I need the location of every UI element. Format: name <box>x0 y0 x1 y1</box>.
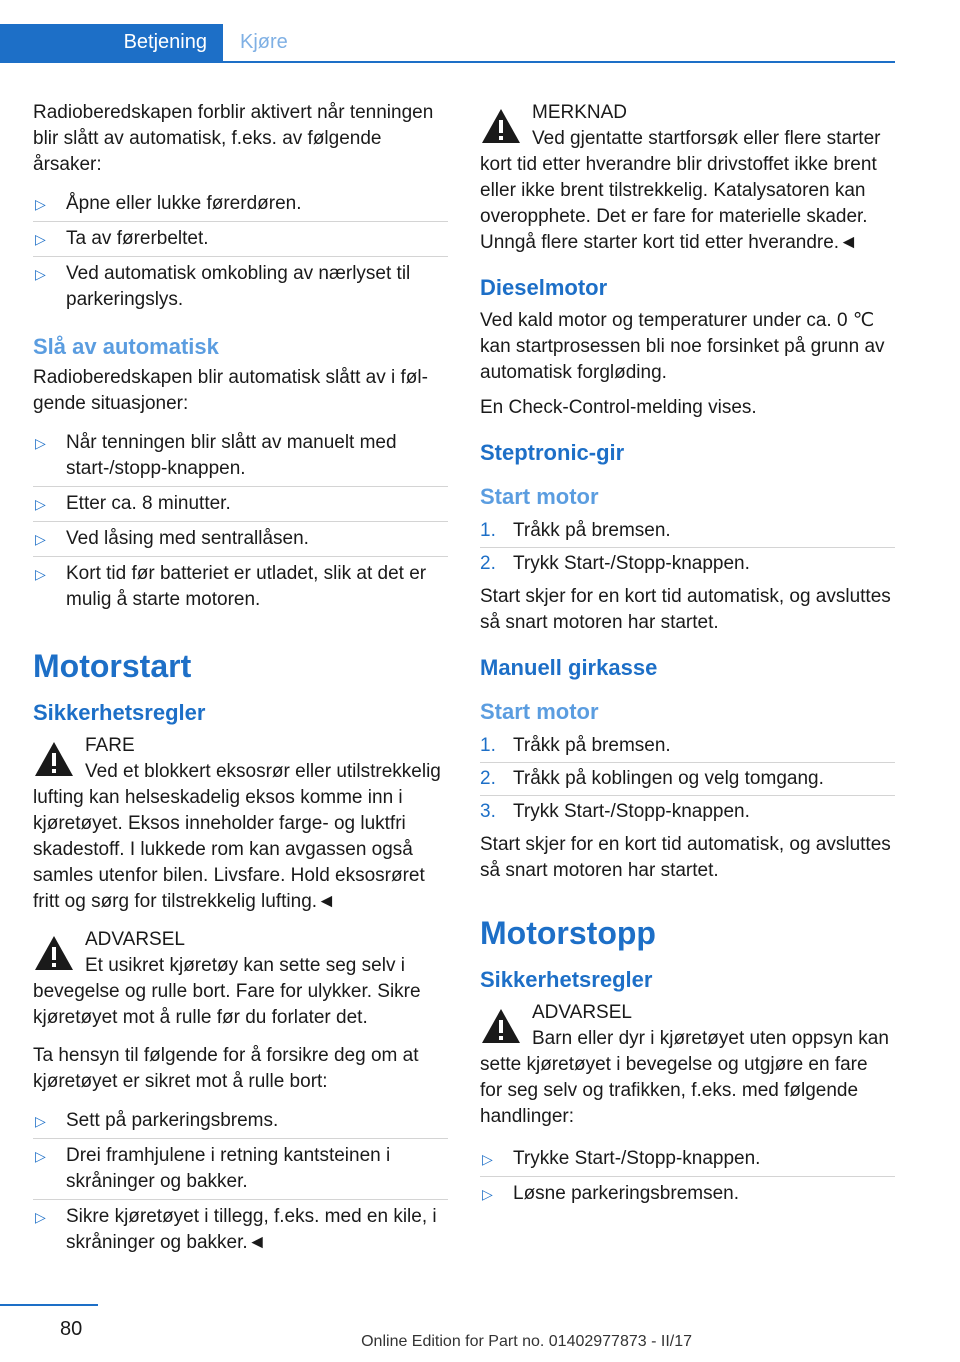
triangle-bullet-icon: ▷ <box>482 1186 493 1202</box>
list-item <box>480 730 895 763</box>
diesel-paragraph: Ved kald motor og temperaturer under ca. 0 ℃ kan startprosessen bli noe forsinket på grunn av automatisk forgløding. <box>480 310 885 383</box>
list-item <box>33 257 448 317</box>
warning-block-advarsel <box>33 927 448 1031</box>
warning-triangle-icon <box>480 1006 522 1046</box>
list-item <box>33 522 448 557</box>
numbered-steps-steptronic <box>480 515 895 580</box>
auto-off-paragraph: Radioberedskapen blir automatisk slått av i følgende situasjoner: <box>33 367 428 414</box>
bullet-list-standby <box>33 187 448 317</box>
warning-block-advarsel <box>480 1000 895 1130</box>
triangle-bullet-icon: ▷ <box>35 566 46 582</box>
step-number: 2. <box>480 553 496 574</box>
list-item <box>480 548 895 580</box>
step-number: 2. <box>480 768 496 789</box>
warning-text: Ved gjentatte startforsøk eller flere starter kort tid etter hverandre blir drivstoffet ikke brent eller ikke brent tilstrekkelig. Katalysatoren kan overopphete. Det er fare for materielle skader. Unngå flere starter kort tid etter hverandre.◄ <box>480 128 881 253</box>
list-item <box>480 763 895 796</box>
list-item-text: Ved automatisk omkobling av nærlyset til parkeringslys. <box>66 263 411 310</box>
page-number: 80 <box>60 1318 83 1340</box>
list-item <box>480 515 895 548</box>
warning-block-fare <box>33 733 448 915</box>
list-item-text: Tråkk på koblingen og velg tomgang. <box>513 768 824 789</box>
warning-text: Et usikret kjøretøy kan sette seg selv i bevegelse og rulle bort. Fare for ulykker. Sikre kjøretøyet mot å rulle før du forlater det. <box>33 955 421 1028</box>
header-tabs <box>0 24 895 63</box>
list-item-text: Trykk Start-/Stopp-knappen. <box>513 801 750 822</box>
warning-triangle-icon <box>480 106 522 146</box>
start-paragraph: Start skjer for en kort tid automatisk, og avsluttes så snart motoren har startet. <box>480 834 891 881</box>
warning-label: FARE <box>85 735 135 756</box>
triangle-bullet-icon: ▷ <box>35 435 46 451</box>
list-item <box>33 1139 448 1200</box>
list-item-text: Når tenningen blir slått av manuelt med start-/stopp-knappen. <box>66 432 397 479</box>
triangle-bullet-icon: ▷ <box>482 1151 493 1167</box>
warning-text: Ved et blokkert eksosrør eller utilstrekkelig lufting kan helseskadelig eksos komme inn i kjøretøyet. Eksos inneholder farge- og luktfri skadestoff. I lukkede rom kan avgassen også samles utenfor bilen. Livsfare. Hold eksosrøret fritt og sørg for tilstrekkelig lufting.◄ <box>33 761 441 912</box>
list-item <box>480 1177 895 1211</box>
list-item-text: Sett på parkeringsbrems. <box>66 1110 279 1131</box>
step-number: 3. <box>480 801 496 822</box>
footer-rule <box>0 1304 98 1306</box>
heading-dieselmotor: Dieselmotor <box>480 275 608 300</box>
step-number: 1. <box>480 520 496 541</box>
bullet-list-stop <box>480 1142 895 1211</box>
bullet-list-secure <box>33 1104 448 1260</box>
list-item <box>33 222 448 257</box>
warning-label: MERKNAD <box>532 102 628 123</box>
triangle-bullet-icon: ▷ <box>35 496 46 512</box>
list-item-text: Åpne eller lukke førerdøren. <box>66 193 302 214</box>
warning-triangle-icon <box>33 739 75 779</box>
list-item <box>480 796 895 828</box>
list-item-text: Ta av førerbeltet. <box>66 228 209 249</box>
list-item-text: Ved låsing med sentrallåsen. <box>66 528 309 549</box>
intro-paragraph: Radioberedskapen forblir aktivert når tenningen blir slått av automatisk, f.eks. av følgende årsaker: <box>33 102 434 175</box>
heading-steptronic: Steptronic-gir <box>480 440 625 465</box>
list-item-text: Tråkk på bremsen. <box>513 520 671 541</box>
list-item-text: Kort tid før batteriet er utladet, slik at det er mulig å starte motoren. <box>66 563 427 610</box>
list-item-text: Sikre kjøretøyet i tillegg, f.eks. med en kile, i skråninger og bakker.◄ <box>66 1206 437 1253</box>
bullet-list-auto-off <box>33 426 448 617</box>
list-item-text: Trykk Start-/Stopp-knappen. <box>513 553 750 574</box>
list-item-text: Løsne parkeringsbremsen. <box>513 1183 739 1204</box>
start-paragraph: Start skjer for en kort tid automatisk, og avsluttes så snart motoren har startet. <box>480 586 891 633</box>
heading-manuell-girkasse: Manuell girkasse <box>480 655 658 680</box>
list-item <box>480 1142 895 1177</box>
heading-start-motor: Start motor <box>480 484 599 509</box>
heading-sikkerhetsregler: Sikkerhetsregler <box>480 967 653 992</box>
triangle-bullet-icon: ▷ <box>35 196 46 212</box>
warning-block-merknad <box>480 100 895 256</box>
secure-vehicle-paragraph: Ta hensyn til følgende for å forsikre deg om at kjøretøyet er sikret mot å rulle bort: <box>33 1045 419 1092</box>
step-number: 1. <box>480 735 496 756</box>
heading-start-motor: Start motor <box>480 699 599 724</box>
list-item <box>33 426 448 487</box>
list-item <box>33 1104 448 1139</box>
warning-label: ADVARSEL <box>532 1002 632 1023</box>
numbered-steps-manual <box>480 730 895 828</box>
list-item-text: Drei framhjulene i retning kantsteinen i skråninger og bakker. <box>66 1145 391 1192</box>
warning-label: ADVARSEL <box>85 929 185 950</box>
heading-motorstopp: Motorstopp <box>480 915 656 951</box>
heading-motorstart: Motorstart <box>33 648 192 684</box>
right-column <box>480 100 895 1211</box>
triangle-bullet-icon: ▷ <box>35 231 46 247</box>
edition-footer: Online Edition for Part no. 01402977873 - II/17 <box>361 1333 692 1350</box>
triangle-bullet-icon: ▷ <box>35 1113 46 1129</box>
diesel-paragraph-2: En Check-Control-melding vises. <box>480 397 757 418</box>
triangle-bullet-icon: ▷ <box>35 1209 46 1225</box>
list-item <box>33 1200 448 1260</box>
list-item-text: Tråkk på bremsen. <box>513 735 671 756</box>
triangle-bullet-icon: ▷ <box>35 531 46 547</box>
list-item <box>33 557 448 617</box>
left-column <box>33 100 448 1260</box>
warning-text: Barn eller dyr i kjøretøyet uten oppsyn kan sette kjøretøyet i bevegelse og utgjøre en fare for seg selv og trafikken, f.eks. med følgende handlinger: <box>480 1028 889 1127</box>
list-item-text: Trykke Start-/Stopp-knappen. <box>513 1148 761 1169</box>
heading-sla-av-automatisk: Slå av automatisk <box>33 334 219 359</box>
heading-sikkerhetsregler: Sikkerhetsregler <box>33 700 206 725</box>
triangle-bullet-icon: ▷ <box>35 266 46 282</box>
triangle-bullet-icon: ▷ <box>35 1148 46 1164</box>
list-item <box>33 487 448 522</box>
tab-kjore[interactable]: Kjøre <box>240 31 288 53</box>
warning-triangle-icon <box>33 933 75 973</box>
list-item-text: Etter ca. 8 minutter. <box>66 493 231 514</box>
list-item <box>33 187 448 222</box>
tab-betjening[interactable]: Betjening <box>0 24 223 61</box>
